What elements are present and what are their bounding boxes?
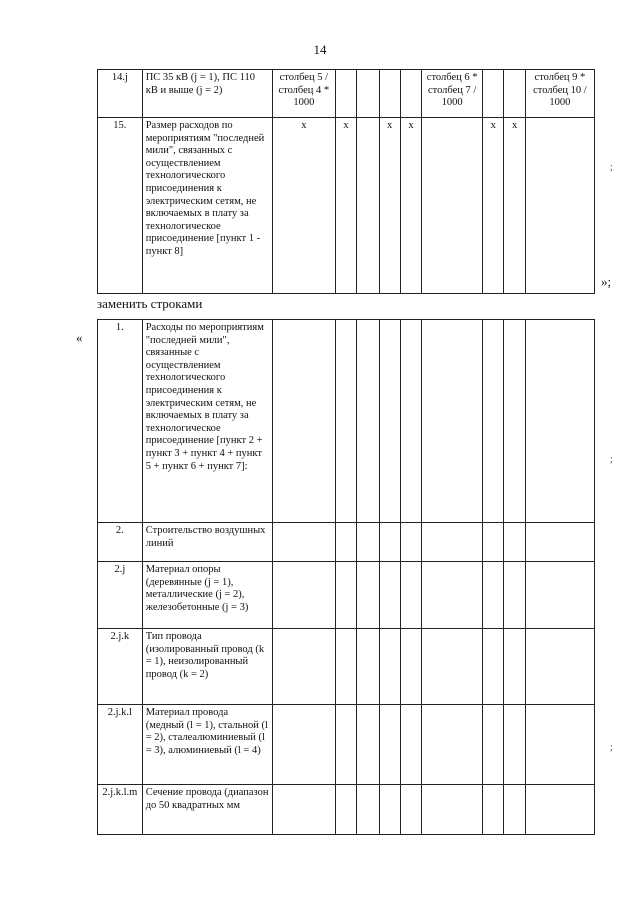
table-cell — [504, 523, 525, 562]
table-cell — [525, 523, 594, 562]
bottom-table — [97, 319, 595, 835]
table-cell — [379, 629, 400, 705]
table-row — [98, 118, 595, 294]
row-label: ПС 35 кВ (j = 1), ПС 110 кВ и выше (j = 2) — [142, 70, 272, 118]
table-cell — [525, 118, 594, 294]
table-cell — [272, 705, 335, 785]
table-cell — [357, 705, 379, 785]
row-label: Сечение провода (диапазон до 50 квадратных мм — [142, 785, 272, 835]
table-cell — [525, 705, 594, 785]
table-cell — [504, 785, 525, 835]
table-cell — [335, 705, 356, 785]
table-cell — [272, 785, 335, 835]
table-cell — [379, 320, 400, 523]
table-cell — [272, 629, 335, 705]
table-row — [98, 320, 595, 523]
margin-mark: ; — [610, 742, 613, 753]
table-cell — [335, 523, 356, 562]
table-cell — [504, 629, 525, 705]
table-cell — [483, 705, 504, 785]
row-number: 2.j.k.l.m — [98, 785, 143, 835]
table-cell — [335, 629, 356, 705]
top-table — [97, 69, 595, 294]
table-cell — [357, 629, 379, 705]
table-cell: x — [379, 118, 400, 294]
table-cell — [357, 118, 379, 294]
table-cell — [335, 785, 356, 835]
table-cell: x — [504, 118, 525, 294]
table-row — [98, 705, 595, 785]
page-number: 14 — [313, 42, 327, 57]
table-cell — [379, 785, 400, 835]
table-row — [98, 523, 595, 562]
row-label: Материал провода (медный (l = 1), стальной (l = 2), сталеалюминиевый (l = 3), алюминиевый (l = 4) — [142, 705, 272, 785]
table-cell — [400, 70, 421, 118]
row-number: 1. — [98, 320, 143, 523]
table-row — [98, 70, 595, 118]
table-cell — [400, 705, 421, 785]
table-cell — [272, 320, 335, 523]
replace-instruction: заменить строками — [97, 296, 203, 311]
table-cell — [525, 629, 594, 705]
table-cell — [422, 523, 483, 562]
table-cell — [525, 785, 594, 835]
table-cell — [400, 629, 421, 705]
row-number: 14.j — [98, 70, 143, 118]
row-number: 2. — [98, 523, 143, 562]
margin-mark: ; — [610, 162, 613, 173]
table-cell — [483, 320, 504, 523]
table-cell — [504, 70, 525, 118]
table-cell — [483, 523, 504, 562]
table-cell — [357, 562, 379, 629]
table-cell — [379, 705, 400, 785]
table-cell — [357, 785, 379, 835]
table-cell — [504, 320, 525, 523]
table-cell: x — [272, 118, 335, 294]
table-row — [98, 785, 595, 835]
table-cell: x — [483, 118, 504, 294]
row-number: 2.j.k.l — [98, 705, 143, 785]
row-number: 15. — [98, 118, 143, 294]
row-label: Расходы по мероприятиям "последней мили", связанные с осуществлением технологического присоединения к электрическим сетям, не включаемых в плату за технологическое присоединение [пункт 2 + пункт 3 + пункт 4 + пункт 5 + пункт 6 + пункт 7]: — [142, 320, 272, 523]
row-label: Размер расходов по мероприятиям "последней мили", связанных с осуществлением технологического присоединения к электрическим сетям, не включаемых в плату за технологическое присоединение [пункт 1 - пункт 8] — [142, 118, 272, 294]
table-cell — [422, 705, 483, 785]
table-cell — [422, 562, 483, 629]
table-cell — [379, 562, 400, 629]
table-row — [98, 629, 595, 705]
table-cell — [525, 562, 594, 629]
table-cell — [483, 785, 504, 835]
table-cell — [379, 70, 400, 118]
table-cell — [422, 320, 483, 523]
table-cell: столбец 5 / столбец 4 * 1000 — [272, 70, 335, 118]
table-cell — [379, 523, 400, 562]
opening-quote-mark: « — [76, 330, 83, 345]
table-cell — [357, 320, 379, 523]
table-cell — [400, 523, 421, 562]
table-cell — [483, 629, 504, 705]
table-cell — [483, 562, 504, 629]
table-cell: столбец 9 * столбец 10 / 1000 — [525, 70, 594, 118]
closing-quote-mark: »; — [601, 274, 612, 289]
table-cell — [335, 70, 356, 118]
table-cell — [357, 70, 379, 118]
table-cell — [400, 320, 421, 523]
table-row — [98, 562, 595, 629]
table-cell — [504, 705, 525, 785]
table-cell — [272, 523, 335, 562]
row-number: 2.j.k — [98, 629, 143, 705]
row-label: Тип провода (изолированный провод (k = 1), неизолированный провод (k = 2) — [142, 629, 272, 705]
table-cell — [400, 562, 421, 629]
table-cell: столбец 6 * столбец 7 / 1000 — [422, 70, 483, 118]
table-cell — [422, 118, 483, 294]
table-cell — [400, 785, 421, 835]
table-cell: x — [335, 118, 356, 294]
table-cell — [525, 320, 594, 523]
row-number: 2.j — [98, 562, 143, 629]
table-cell — [357, 523, 379, 562]
margin-mark: ; — [610, 454, 613, 465]
table-cell: x — [400, 118, 421, 294]
table-cell — [335, 562, 356, 629]
table-cell — [422, 785, 483, 835]
table-cell — [504, 562, 525, 629]
table-cell — [335, 320, 356, 523]
table-cell — [483, 70, 504, 118]
table-cell — [422, 629, 483, 705]
row-label: Строительство воздушных линий — [142, 523, 272, 562]
table-cell — [272, 562, 335, 629]
row-label: Материал опоры (деревянные (j = 1), металлические (j = 2), железобетонные (j = 3) — [142, 562, 272, 629]
